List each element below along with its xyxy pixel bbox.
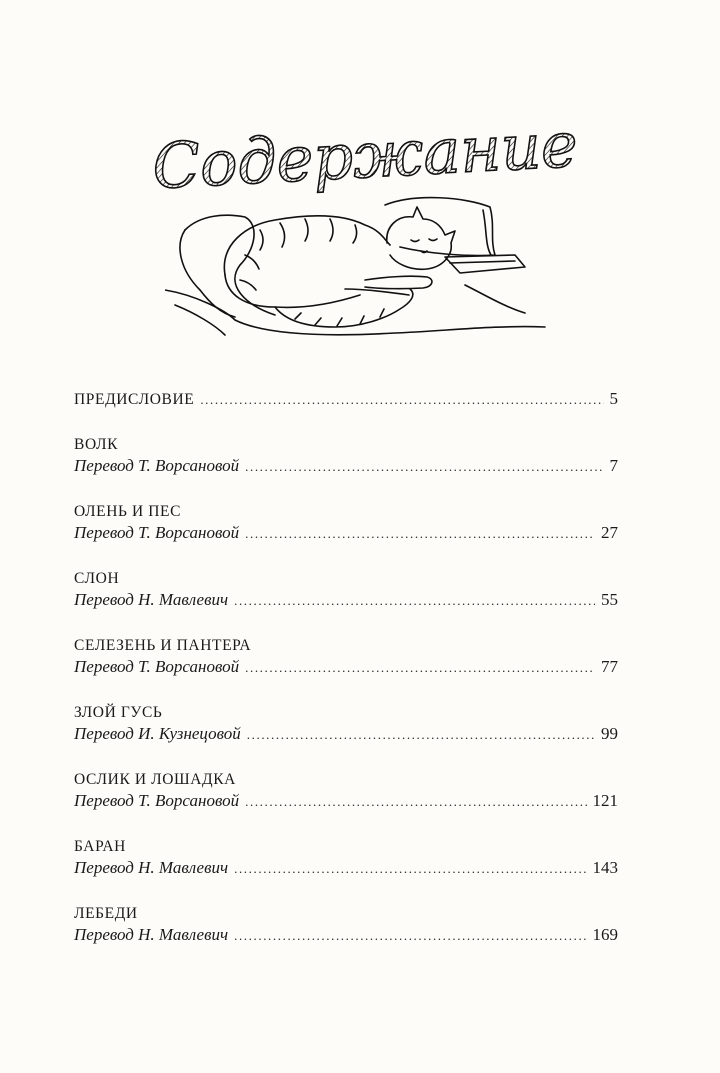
toc-entry-title: ОСЛИК И ЛОШАДКА [74,771,236,788]
toc-entry[interactable] [74,703,618,746]
translator-credit: Перевод Т. Ворсановой [74,657,240,676]
toc-entry[interactable] [74,636,618,679]
dot-leader [234,590,595,612]
translator-credit: Перевод И. Кузнецовой [74,724,241,743]
toc-entry[interactable] [74,837,618,880]
toc-entry-title: ВОЛК [74,436,119,453]
toc-entry-preface[interactable] [74,388,618,411]
title-text: Содержание [150,107,580,204]
translator-credit: Перевод Н. Мавлевич [74,858,229,877]
dot-leader [245,523,595,545]
dot-leader [247,724,595,746]
toc-entry[interactable] [74,770,618,813]
translator-credit: Перевод Н. Мавлевич [74,925,229,944]
toc-entry[interactable] [74,904,618,947]
translator-credit: Перевод Т. Ворсановой [74,791,240,810]
translator-credit: Перевод Т. Ворсановой [74,523,240,542]
dot-leader [245,657,595,679]
page-number: 77 [601,657,618,676]
page-number: 55 [601,590,618,609]
page-number: 121 [592,791,618,810]
dot-leader [200,389,603,411]
translator-credit: Перевод Н. Мавлевич [74,590,229,609]
dot-leader [245,456,603,478]
toc-entry-title: ЗЛОЙ ГУСЬ [74,704,163,721]
toc-entry-title: СЛОН [74,570,120,587]
toc-entry[interactable] [74,502,618,545]
table-of-contents [74,388,618,971]
translator-credit: Перевод Т. Ворсановой [74,456,240,475]
dot-leader [234,858,586,880]
toc-entry[interactable] [74,569,618,612]
toc-entry-title: ЛЕБЕДИ [74,905,138,922]
page-number: 7 [609,456,618,475]
page-number: 5 [609,389,618,408]
toc-entry-title: СЕЛЕЗЕНЬ И ПАНТЕРА [74,637,252,654]
dot-leader [234,925,586,947]
toc-entry-title: БАРАН [74,838,126,855]
sleeping-cat-illustration [165,185,555,345]
page-number: 27 [601,523,618,542]
page-number: 143 [592,858,618,877]
page-number: 99 [601,724,618,743]
dot-leader [245,791,586,813]
toc-entry-title: ОЛЕНЬ И ПЕС [74,503,182,520]
page-number: 169 [592,925,618,944]
toc-entry[interactable] [74,435,618,478]
toc-entry-title: ПРЕДИСЛОВИЕ [74,391,195,408]
